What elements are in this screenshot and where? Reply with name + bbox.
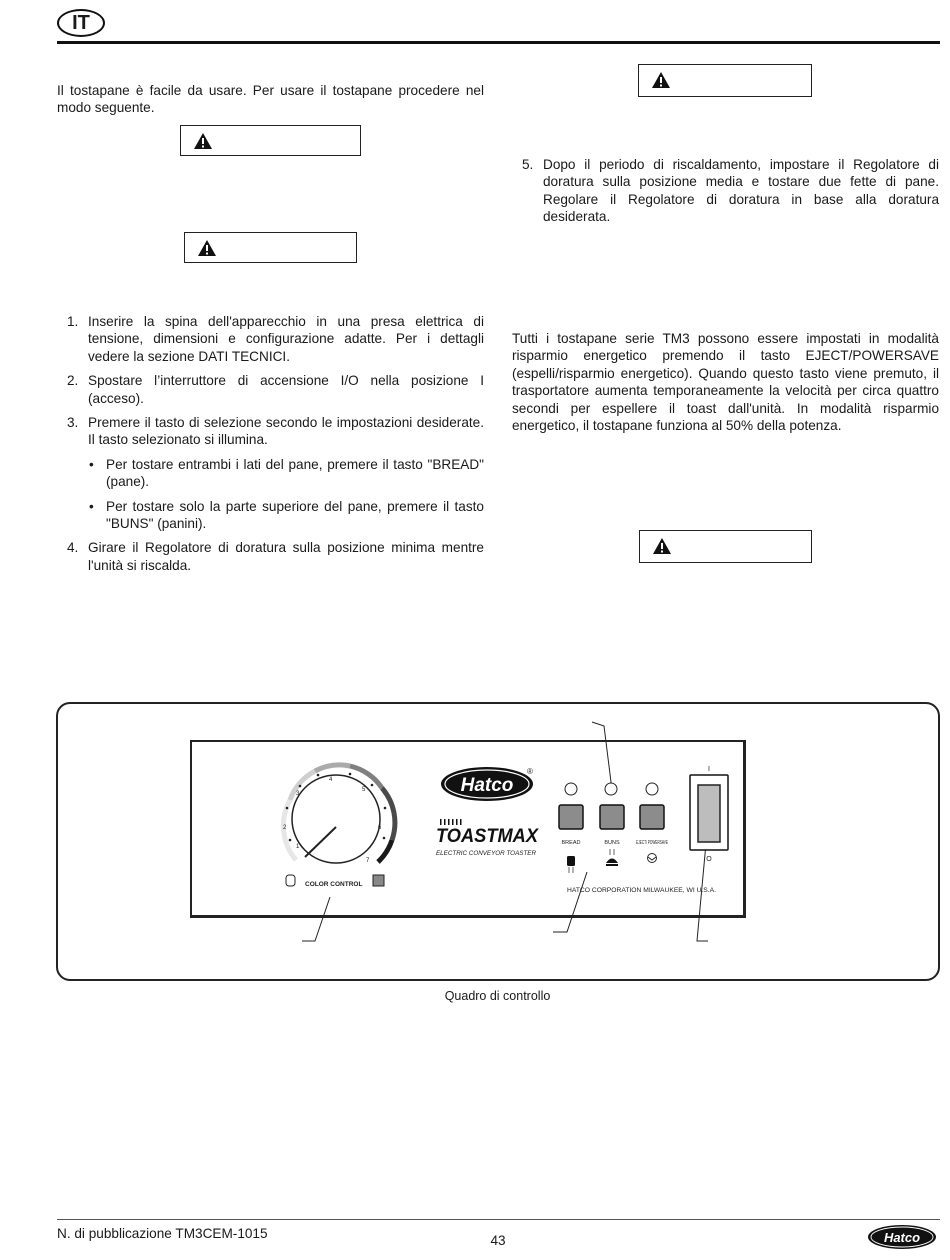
- page-number: 43: [490, 1233, 506, 1248]
- product-tagline: ELECTRIC CONVEYOR TOASTER: [436, 850, 537, 857]
- bread-button-label: BREAD: [561, 840, 581, 846]
- light-toast-icon: [286, 875, 295, 886]
- dial-number: 1: [296, 844, 300, 850]
- dial-number: 3: [296, 791, 300, 797]
- dial-number: 6: [378, 825, 382, 831]
- toastmax-stripes: [440, 819, 462, 825]
- list-item: • Per tostare entrambi i lati del pane, premere il tasto "BREAD" (pane).: [89, 456, 484, 490]
- list-item: • Per tostare solo la parte superiore del pane, premere il tasto "BUNS" (panini).: [89, 498, 484, 532]
- figure-caption: Quadro di controllo: [444, 989, 551, 1003]
- footer-logo-text: Hatco: [883, 1230, 921, 1245]
- callout-line: [592, 722, 612, 790]
- color-control-knob[interactable]: [292, 775, 380, 863]
- switch-off-label: O: [706, 856, 712, 863]
- callout-line: [302, 897, 330, 941]
- list-item: 5. Dopo il periodo di riscaldamento, impostare il Regolatore di doratura sulla posizione media e tostare due fette di pane. Regolare il Regolatore di doratura in base alla doratura desiderata.: [522, 157, 939, 225]
- buns-indicator-light: [605, 783, 617, 795]
- bread-indicator-light: [565, 783, 577, 795]
- buns-button[interactable]: [600, 805, 624, 829]
- brand-text: Hatco: [460, 775, 514, 796]
- list-item: 2. Spostare l’interruttore di accensione I/O nella posizione I (acceso).: [67, 373, 484, 406]
- power-switch-rocker: [698, 785, 720, 842]
- dial-number: 7: [366, 858, 370, 864]
- intro-text: Il tostapane è facile da usare. Per usare il tostapane procedere nel modo seguente.: [57, 83, 484, 116]
- registered-mark: ®: [527, 767, 533, 776]
- buns-icon: [606, 849, 618, 866]
- dial-number: 4: [329, 777, 333, 783]
- list-item: 4. Girare il Regolatore di doratura sulla posizione minima mentre l'unità si riscalda.: [67, 540, 484, 573]
- product-name: TOASTMAX: [436, 826, 540, 847]
- powersave-icon: [648, 854, 657, 863]
- eject-powersave-button-label: EJECT/ POWERSAVE: [636, 840, 669, 846]
- dial-number: 2: [283, 825, 287, 831]
- bread-button[interactable]: [559, 805, 583, 829]
- powersave-indicator-light: [646, 783, 658, 795]
- footer-rule: [57, 1219, 940, 1220]
- dial-number: 5: [362, 787, 366, 793]
- callout-line: [553, 872, 587, 932]
- color-control-label: COLOR CONTROL: [305, 881, 363, 888]
- publication-number: N. di pubblicazione TM3CEM-1015: [57, 1226, 268, 1241]
- dark-toast-icon: [373, 875, 384, 886]
- footer-logo: [866, 1222, 938, 1252]
- switch-on-label: I: [708, 766, 710, 773]
- powersave-paragraph: Tutti i tostapane serie TM3 possono essere impostati in modalità risparmio energetico premendo il tasto EJECT/POWERSAVE (espelli/risparmio energetico). Quando questo tasto viene premuto, il trasportatore aumenta temporaneamente la velocità per circa quattro secondi per espellere il toast dall'unità. In modalità risparmio energetico, il tostapane funziona al 50% della potenza.: [512, 331, 939, 434]
- buns-button-label: BUNS: [604, 840, 620, 846]
- list-item: 1. Inserire la spina dell'apparecchio in una presa elettrica di tensione, dimensioni e configurazione adatte. Per i dettagli vedere la sezione DATI TECNICI.: [67, 314, 484, 364]
- language-badge: IT: [57, 9, 105, 37]
- bread-icon: [567, 856, 575, 873]
- list-item: 3. Premere il tasto di selezione secondo le impostazioni desiderate. Il tasto selezionato si illumina.: [67, 415, 484, 448]
- manufacturer-text: HATCO CORPORATION MILWAUKEE, WI U.S.A.: [567, 888, 717, 894]
- eject-powersave-button[interactable]: [640, 805, 664, 829]
